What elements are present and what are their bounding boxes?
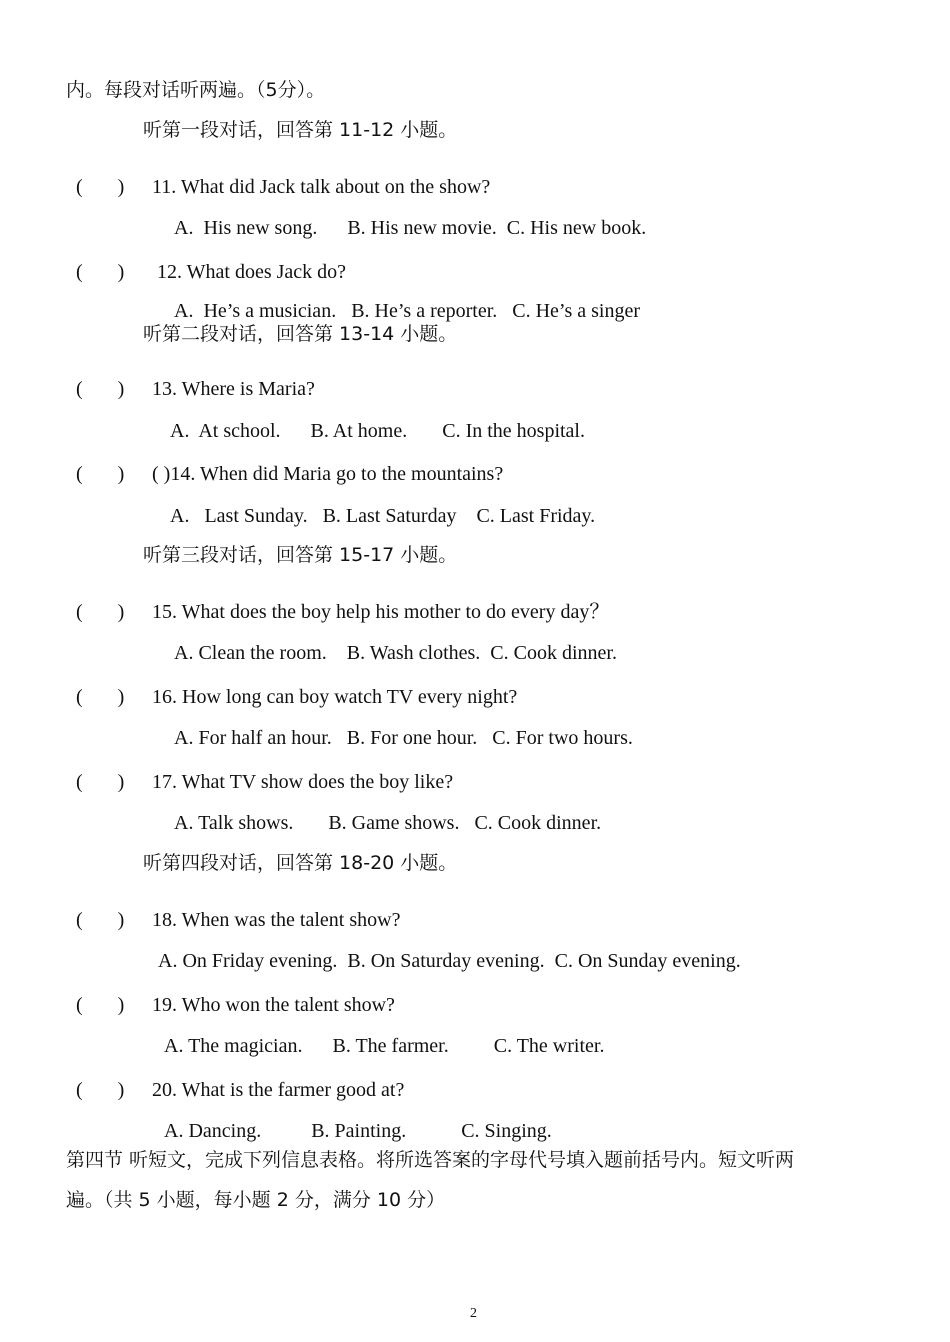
question-19: 19. Who won the talent show? [152, 994, 395, 1016]
section-heading-4: 听第四段对话，回答第 18-20 小题。 [143, 852, 458, 874]
answer-bracket-17[interactable]: ( ) [76, 771, 125, 793]
question-16: 16. How long can boy watch TV every night? [152, 686, 518, 708]
answer-bracket-14[interactable]: ( ) [76, 463, 125, 485]
section-heading-2: 听第二段对话，回答第 13-14 小题。 [143, 323, 458, 345]
options-19: A. The magician. B. The farmer. C. The writer. [164, 1035, 605, 1057]
question-13: 13. Where is Maria? [152, 378, 315, 400]
options-12: A. He’s a musician. B. He’s a reporter. C. He’s a singer [174, 300, 641, 322]
section4-instruction-line2: 遍。（共 5 小题，每小题 2 分，满分 10 分） [66, 1189, 446, 1211]
options-15: A. Clean the room. B. Wash clothes. C. Cook dinner. [174, 642, 617, 664]
question-12: 12. What does Jack do? [152, 261, 347, 283]
page-number: 2 [470, 1306, 477, 1321]
answer-bracket-13[interactable]: ( ) [76, 378, 125, 400]
options-20: A. Dancing. B. Painting. C. Singing. [164, 1120, 552, 1142]
options-11: A. His new song. B. His new movie. C. His new book. [174, 217, 647, 239]
options-18: A. On Friday evening. B. On Saturday evening. C. On Sunday evening. [158, 950, 741, 972]
section4-instruction-line1: 第四节 听短文，完成下列信息表格。将所选答案的字母代号填入题前括号内。短文听两 [66, 1149, 795, 1171]
question-17: 17. What TV show does the boy like? [152, 771, 454, 793]
options-13: A. At school. B. At home. C. In the hospital. [170, 420, 585, 442]
question-20: 20. What is the farmer good at? [152, 1079, 405, 1101]
intro-line: 内。每段对话听两遍。（5分）。 [66, 79, 326, 101]
section-heading-1: 听第一段对话，回答第 11-12 小题。 [143, 119, 458, 141]
question-14: ( )14. When did Maria go to the mountains? [152, 463, 504, 485]
question-15: 15. What does the boy help his mother to do every day？ [152, 601, 610, 623]
options-14: A. Last Sunday. B. Last Saturday C. Last Friday. [170, 505, 596, 527]
question-18: 18. When was the talent show? [152, 909, 401, 931]
answer-bracket-15[interactable]: ( ) [76, 601, 125, 623]
answer-bracket-20[interactable]: ( ) [76, 1079, 125, 1101]
answer-bracket-11[interactable]: ( ) [76, 176, 125, 198]
section-heading-3: 听第三段对话，回答第 15-17 小题。 [143, 544, 458, 566]
answer-bracket-18[interactable]: ( ) [76, 909, 125, 931]
question-11: 11. What did Jack talk about on the show? [152, 176, 491, 198]
answer-bracket-19[interactable]: ( ) [76, 994, 125, 1016]
options-16: A. For half an hour. B. For one hour. C. For two hours. [174, 727, 633, 749]
options-17: A. Talk shows. B. Game shows. C. Cook dinner. [174, 812, 602, 834]
answer-bracket-12[interactable]: ( ) [76, 261, 125, 283]
answer-bracket-16[interactable]: ( ) [76, 686, 125, 708]
